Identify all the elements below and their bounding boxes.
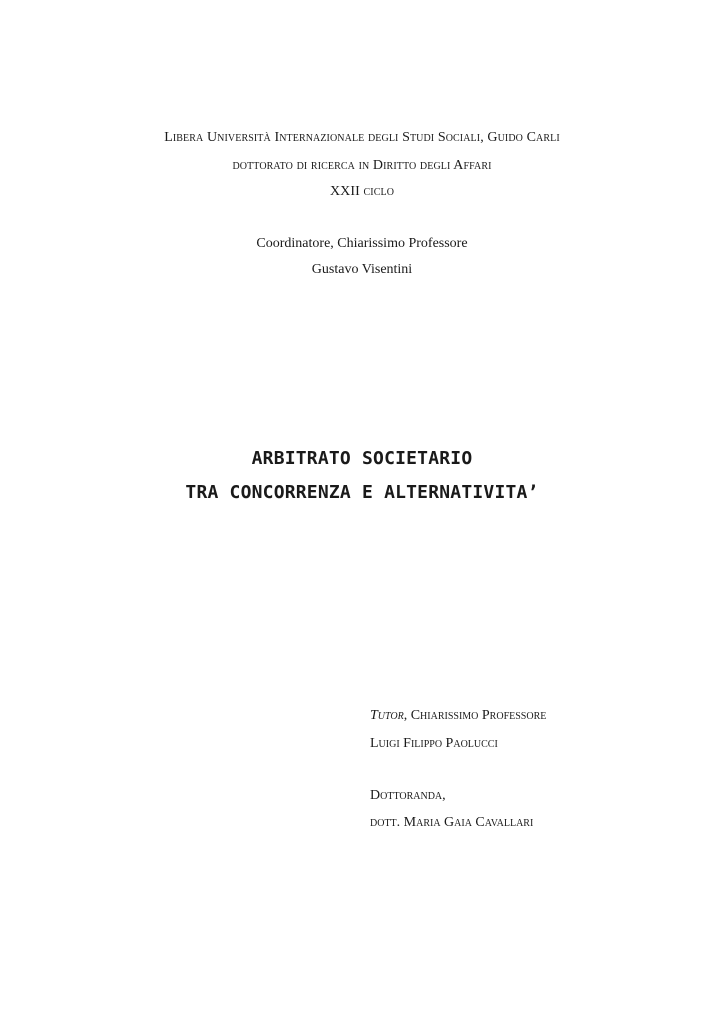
tutor-role-rest: , Chiarissimo Professore <box>403 708 547 723</box>
tutor-role-italic: Tutor <box>370 708 404 723</box>
tutor-role <box>370 708 546 724</box>
candidate-role: Dottoranda, <box>370 788 446 803</box>
candidate-name: dott. Maria Gaia Cavallari <box>370 815 534 830</box>
coordinator-role: Coordinatore, Chiarissimo Professore <box>256 236 468 251</box>
thesis-title-line-2: TRA CONCORRENZA E ALTERNATIVITA’ <box>185 482 539 503</box>
doctorate-program: dottorato di ricerca in Diritto degli Affari <box>232 158 492 173</box>
doctorate-cycle: XXII ciclo <box>329 184 395 199</box>
tutor-name: Luigi Filippo Paolucci <box>370 736 498 751</box>
coordinator-name: Gustavo Visentini <box>311 262 413 277</box>
thesis-title-line-1: ARBITRATO SOCIETARIO <box>251 448 473 469</box>
university-name: Libera Università Internazionale degli Studi Sociali, Guido Carli <box>164 130 560 145</box>
